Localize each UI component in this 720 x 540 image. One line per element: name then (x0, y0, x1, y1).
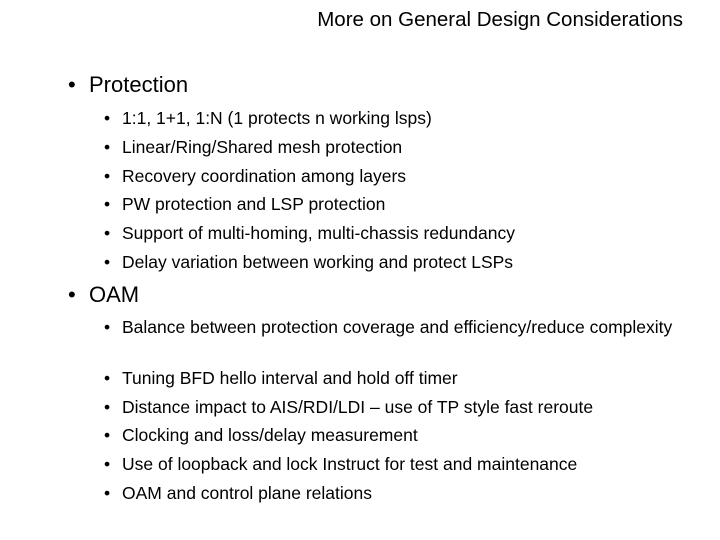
list-item-text: Recovery coordination among layers (122, 166, 407, 186)
list-item-text: Linear/Ring/Shared mesh protection (122, 137, 403, 157)
list-item-text: Tuning BFD hello interval and hold off timer (122, 368, 458, 388)
section-heading-label: OAM (89, 282, 140, 307)
list-item-text: Distance impact to AIS/RDI/LDI – use of TP style fast reroute (122, 397, 594, 417)
slide-title: More on General Design Considerations (317, 8, 683, 31)
list-item-text: 1:1, 1+1, 1:N (1 protects n working lsps) (122, 108, 432, 128)
list-item-text: OAM and control plane relations (122, 483, 372, 503)
bullet-icon: • (104, 454, 111, 474)
list-item-text: PW protection and LSP protection (122, 194, 386, 214)
list-item-text: Delay variation between working and protect LSPs (122, 252, 514, 272)
bullet-icon: • (104, 317, 111, 337)
bullet-icon: • (104, 425, 111, 445)
bullet-icon: • (104, 483, 111, 503)
bullet-icon: • (104, 252, 111, 272)
bullet-icon: • (104, 108, 111, 128)
list-item-text: Use of loopback and lock Instruct for test and maintenance (122, 454, 578, 474)
list-item-text: Balance between protection coverage and efficiency/reduce complexity (122, 317, 673, 337)
bullet-icon: • (104, 194, 111, 214)
bullet-icon: • (104, 397, 111, 417)
bullet-icon: • (68, 72, 76, 97)
section-heading-label: Protection (89, 72, 189, 97)
bullet-icon: • (104, 166, 111, 186)
list-item-text: Support of multi-homing, multi-chassis redundancy (122, 223, 515, 243)
bullet-icon: • (104, 368, 111, 388)
bullet-icon: • (104, 223, 111, 243)
list-item-text: Clocking and loss/delay measurement (122, 425, 418, 445)
bullet-icon: • (104, 137, 111, 157)
bullet-icon: • (68, 282, 76, 307)
